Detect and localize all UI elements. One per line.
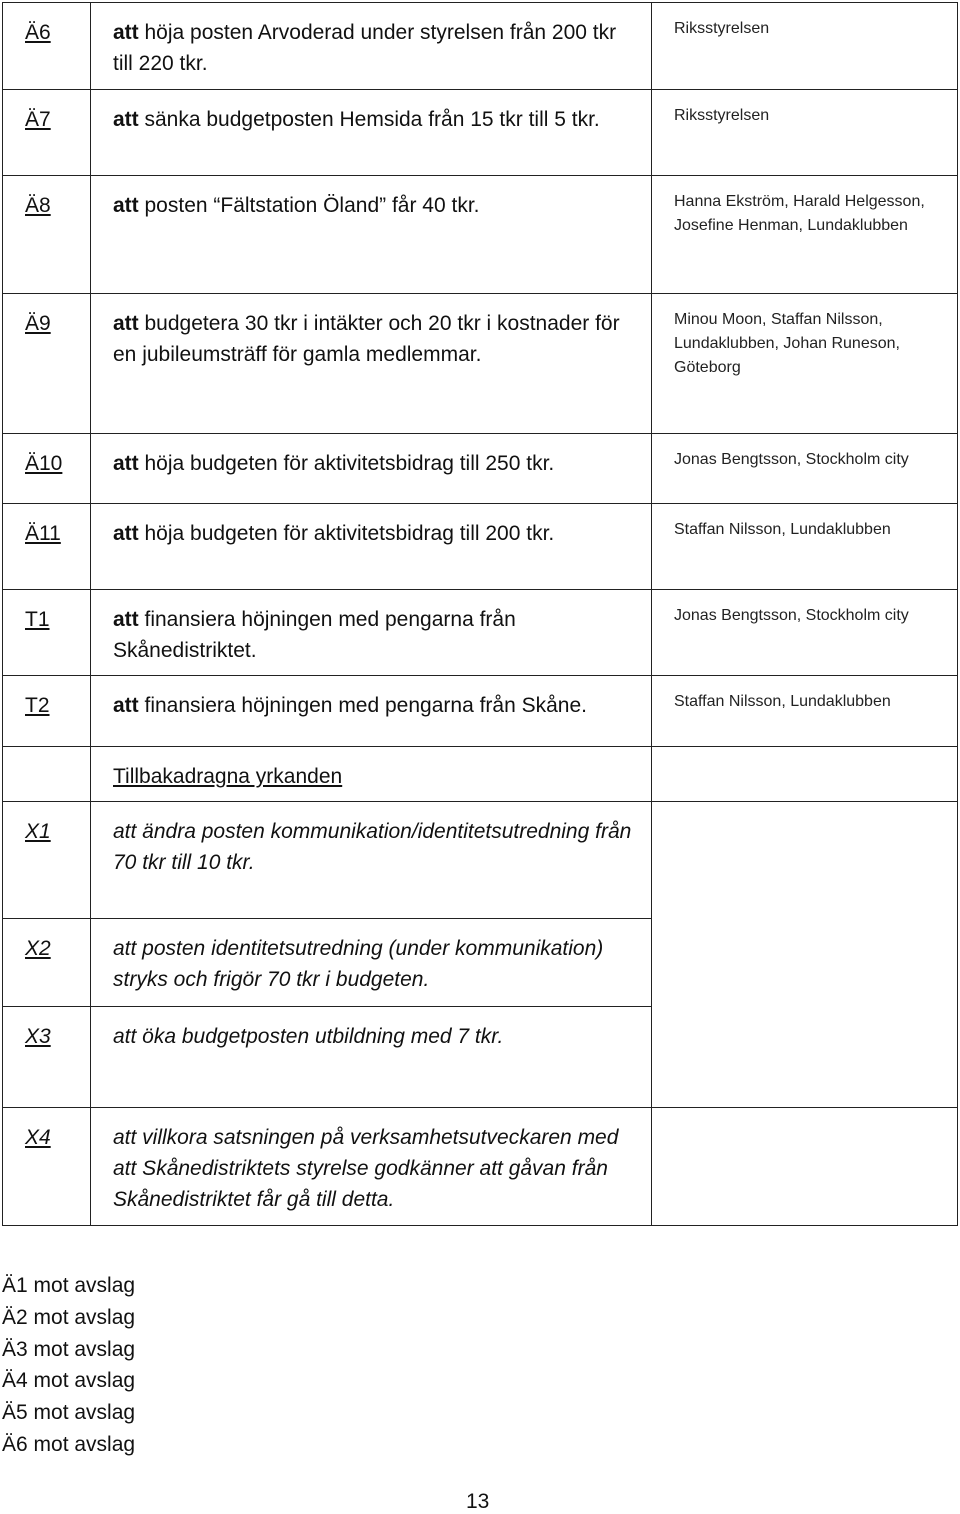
proposer-text: Jonas Bengtsson, Stockholm city bbox=[674, 607, 909, 624]
proposer-cell bbox=[652, 1108, 958, 1226]
id-cell bbox=[3, 3, 91, 90]
id-cell bbox=[3, 747, 91, 802]
motion-cell bbox=[91, 3, 652, 90]
proposer-cell bbox=[652, 176, 958, 294]
table-row bbox=[3, 747, 958, 802]
id-cell bbox=[3, 90, 91, 176]
table-row bbox=[3, 590, 958, 676]
table-row bbox=[3, 90, 958, 176]
proposer-cell bbox=[652, 590, 958, 676]
amendment-id: Ä8 bbox=[25, 194, 51, 217]
table-row bbox=[3, 504, 958, 590]
proposer-text: Staffan Nilsson, Lundaklubben bbox=[674, 693, 891, 710]
table-row bbox=[3, 802, 958, 919]
proposer-text: Riksstyrelsen bbox=[674, 20, 770, 37]
motion-text bbox=[113, 690, 639, 721]
amendment-id: Ä6 bbox=[25, 21, 51, 44]
table-row bbox=[3, 3, 958, 90]
table-row bbox=[3, 1108, 958, 1226]
proposer-cell bbox=[652, 802, 958, 1108]
withdrawn-text: att ändra posten kommunikation/identitetsutredning från 70 tkr till 10 tkr. bbox=[113, 820, 632, 874]
section-heading-cell bbox=[91, 747, 652, 802]
table-row bbox=[3, 294, 958, 434]
proposer-text: Jonas Bengtsson, Stockholm city bbox=[674, 451, 909, 468]
proposer-cell bbox=[652, 3, 958, 90]
motion-keyword: att bbox=[113, 452, 139, 475]
motion-text bbox=[113, 518, 639, 549]
withdrawn-id: X1 bbox=[25, 820, 51, 843]
list-item: Ä6 mot avslag bbox=[2, 1432, 136, 1456]
proposer-cell bbox=[652, 434, 958, 504]
motion-cell bbox=[91, 294, 652, 434]
proposer-cell bbox=[652, 676, 958, 747]
id-cell bbox=[3, 590, 91, 676]
proposer-text: Minou Moon, Staffan Nilsson, Lundaklubben, Johan Runeson, Göteborg bbox=[674, 311, 900, 376]
motion-text bbox=[113, 308, 639, 370]
list-item: Ä5 mot avslag bbox=[2, 1401, 136, 1425]
motion-keyword: att bbox=[113, 694, 139, 717]
proposer-cell bbox=[652, 504, 958, 590]
motion-keyword: att bbox=[113, 312, 139, 335]
withdrawn-cell bbox=[91, 1007, 652, 1108]
motion-text bbox=[113, 448, 639, 479]
list-item: Ä3 mot avslag bbox=[2, 1337, 136, 1361]
list-item: Ä1 mot avslag bbox=[2, 1274, 136, 1297]
id-cell bbox=[3, 504, 91, 590]
motion-keyword: att bbox=[113, 522, 139, 545]
motion-keyword: att bbox=[113, 21, 139, 44]
amendment-id: Ä9 bbox=[25, 312, 51, 335]
amendment-id: Ä10 bbox=[25, 452, 63, 475]
motion-keyword: att bbox=[113, 108, 139, 131]
id-cell bbox=[3, 919, 91, 1007]
withdrawn-cell bbox=[91, 919, 652, 1007]
motion-text bbox=[113, 17, 639, 79]
withdrawn-cell bbox=[91, 1108, 652, 1226]
withdrawn-id: X4 bbox=[25, 1126, 51, 1149]
motion-body: posten “Fältstation Öland” får 40 tkr. bbox=[138, 194, 480, 217]
motion-body: höja budgeten för aktivitetsbidrag till 250 tkr. bbox=[138, 452, 555, 475]
table-row bbox=[3, 676, 958, 747]
motion-cell bbox=[91, 434, 652, 504]
withdrawn-text: att posten identitetsutredning (under kommunikation) stryks och frigör 70 tkr i budgeten. bbox=[113, 937, 604, 991]
proposer-cell bbox=[652, 90, 958, 176]
id-cell bbox=[3, 802, 91, 919]
withdrawn-text: att öka budgetposten utbildning med 7 tkr. bbox=[113, 1025, 504, 1048]
amendment-id: T1 bbox=[25, 608, 50, 631]
avslag-list bbox=[2, 1270, 135, 1461]
page-number: 13 bbox=[466, 1490, 490, 1513]
withdrawn-cell bbox=[91, 802, 652, 919]
table-row bbox=[3, 176, 958, 294]
proposer-text: Hanna Ekström, Harald Helgesson, Josefine Henman, Lundaklubben bbox=[674, 193, 925, 234]
motion-body: höja posten Arvoderad under styrelsen från 200 tkr till 220 tkr. bbox=[113, 21, 617, 75]
motion-cell bbox=[91, 676, 652, 747]
motion-text bbox=[113, 104, 639, 135]
motion-cell bbox=[91, 590, 652, 676]
motion-body: höja budgeten för aktivitetsbidrag till 200 tkr. bbox=[138, 522, 555, 545]
withdrawn-text: att villkora satsningen på verksamhetsutveckaren med att Skånedistriktets styrelse godkänner att gåvan från Skånedistriktet får gå till detta. bbox=[113, 1126, 619, 1211]
motion-text bbox=[113, 604, 639, 666]
motion-keyword: att bbox=[113, 194, 139, 217]
proposer-text: Riksstyrelsen bbox=[674, 107, 770, 124]
id-cell bbox=[3, 176, 91, 294]
motion-cell bbox=[91, 90, 652, 176]
amendments-table bbox=[2, 2, 958, 1226]
motion-text bbox=[113, 190, 639, 221]
id-cell bbox=[3, 1007, 91, 1108]
amendment-id: T2 bbox=[25, 694, 50, 717]
withdrawn-id: X2 bbox=[25, 937, 51, 960]
table-row bbox=[3, 434, 958, 504]
motion-cell bbox=[91, 176, 652, 294]
amendment-id: Ä7 bbox=[25, 108, 51, 131]
id-cell bbox=[3, 294, 91, 434]
list-item: Ä2 mot avslag bbox=[2, 1305, 136, 1329]
proposer-text: Staffan Nilsson, Lundaklubben bbox=[674, 521, 891, 538]
id-cell bbox=[3, 676, 91, 747]
motion-cell bbox=[91, 504, 652, 590]
motion-body: budgetera 30 tkr i intäkter och 20 tkr i kostnader för en jubileumsträff för gamla medlemmar. bbox=[113, 312, 620, 366]
list-item: Ä4 mot avslag bbox=[2, 1369, 136, 1393]
motion-keyword: att bbox=[113, 608, 139, 631]
motion-body: finansiera höjningen med pengarna från Skåne. bbox=[138, 694, 587, 717]
proposer-cell bbox=[652, 294, 958, 434]
motion-body: sänka budgetposten Hemsida från 15 tkr till 5 tkr. bbox=[138, 108, 600, 131]
section-heading: Tillbakadragna yrkanden bbox=[113, 765, 343, 788]
proposer-cell bbox=[652, 747, 958, 802]
motion-body: finansiera höjningen med pengarna från Skånedistriktet. bbox=[113, 608, 516, 662]
id-cell bbox=[3, 1108, 91, 1226]
withdrawn-id: X3 bbox=[25, 1025, 51, 1048]
amendment-id: Ä11 bbox=[25, 522, 61, 545]
id-cell bbox=[3, 434, 91, 504]
